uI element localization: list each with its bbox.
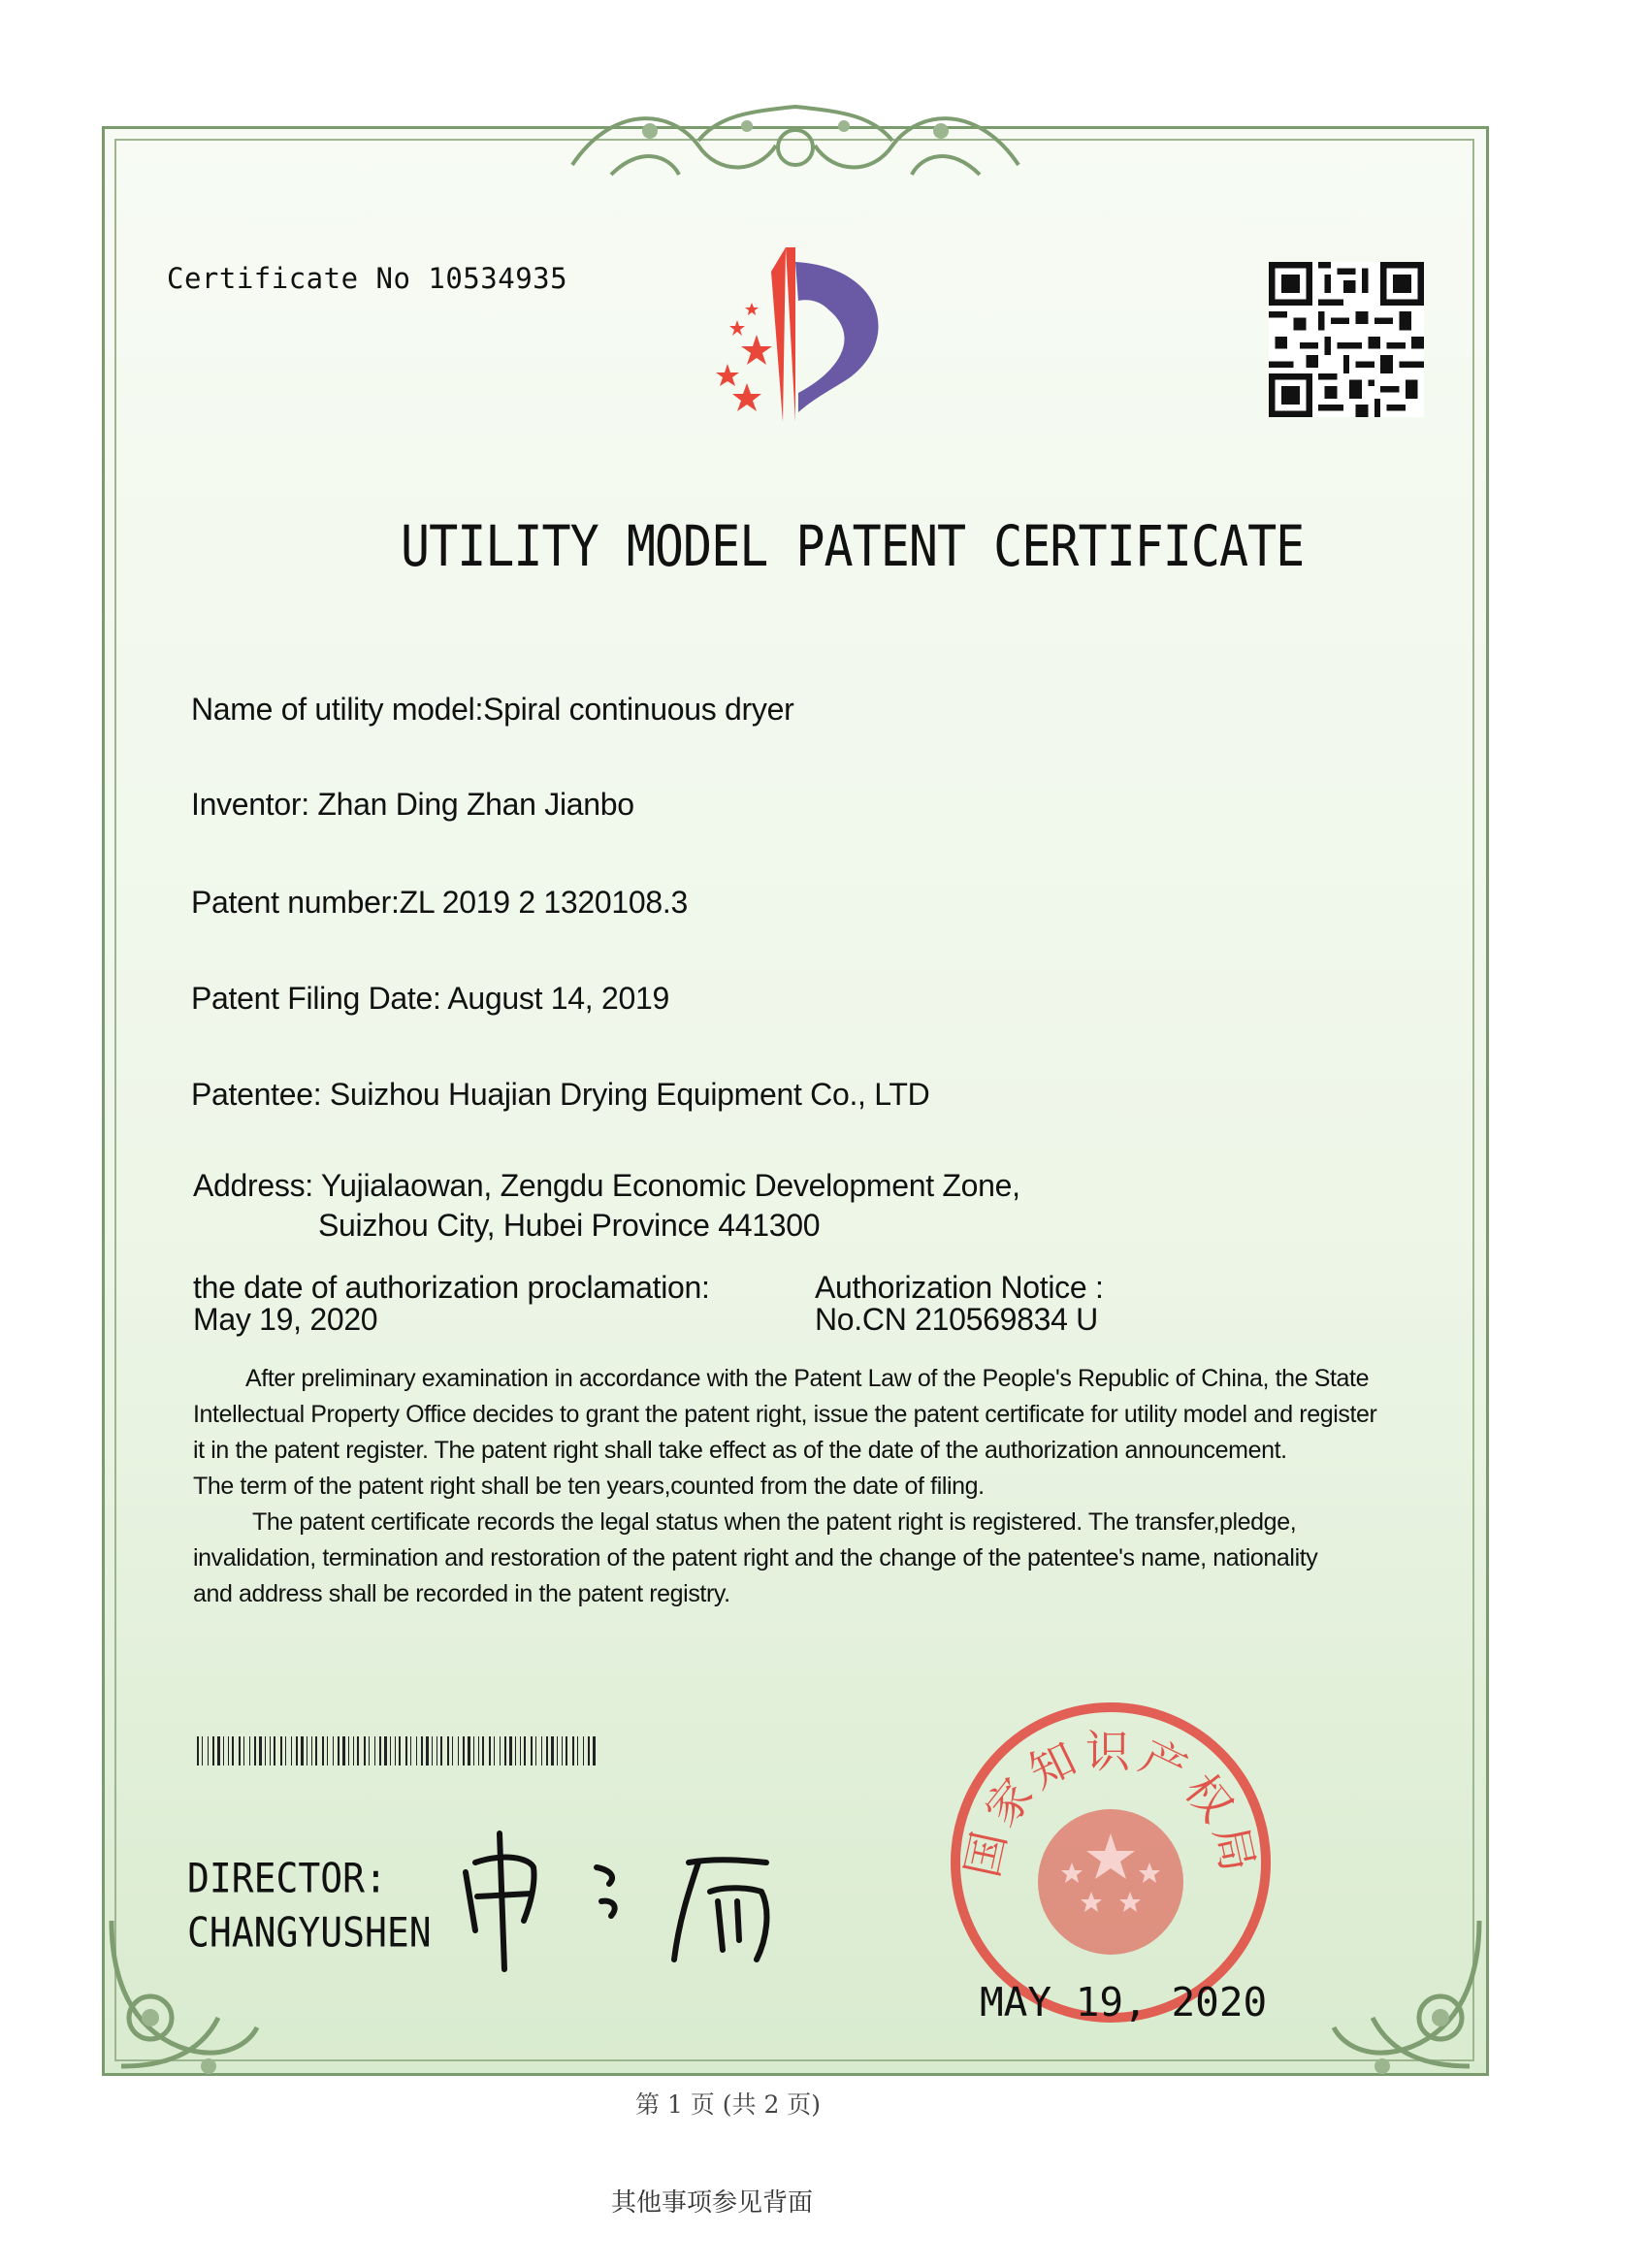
seal-date: MAY 19, 2020 (980, 1979, 1268, 2025)
patent-number: Patent number:ZL 2019 2 1320108.3 (191, 885, 688, 920)
body-line-2: Intellectual Property Office decides to grant the patent right, issue the patent certificate for utility model and register (193, 1401, 1377, 1428)
page-indicator: 第 1 页 (共 2 页) (635, 2090, 822, 2119)
body-line-3: it in the patent register. The patent right shall take effect as of the date of the authorization announcement. (193, 1437, 1287, 1464)
body-line-4: The term of the patent right shall be ten years,counted from the date of filing. (193, 1473, 985, 1500)
director-label: DIRECTOR: (187, 1855, 387, 1902)
address-line-1: Address: Yujialaowan, Zengdu Economic Development Zone, (193, 1168, 1020, 1203)
director-signature-icon (456, 1824, 805, 1979)
proclamation-date: May 19, 2020 (193, 1302, 378, 1337)
top-ornament-icon (553, 87, 1038, 194)
patentee: Patentee: Suizhou Huajian Drying Equipment Co., LTD (191, 1077, 930, 1112)
footer-note: 其他事项参见背面 (611, 2188, 814, 2218)
qr-code-icon (1269, 262, 1424, 417)
authorization-notice-label: Authorization Notice : (815, 1270, 1104, 1305)
certificate-number: Certificate No 10534935 (167, 262, 568, 295)
filing-date: Patent Filing Date: August 14, 2019 (191, 981, 669, 1016)
barcode-icon (197, 1736, 597, 1766)
body-line-6: invalidation, termination and restoration of the patent right and the change of the patentee's name, nationality (193, 1544, 1318, 1571)
utility-model-name: Name of utility model:Spiral continuous dryer (191, 692, 794, 727)
proclamation-label: the date of authorization proclamation: (193, 1270, 710, 1305)
inventor: Inventor: Zhan Ding Zhan Jianbo (191, 787, 634, 822)
official-seal-icon (946, 1698, 1276, 2027)
cnipa-logo-icon (674, 243, 926, 427)
director-name: CHANGYUSHEN (187, 1909, 432, 1957)
seal-text: 国家知识产权局 (955, 1725, 1266, 1882)
authorization-notice-number: No.CN 210569834 U (815, 1302, 1098, 1337)
certificate-title: UTILITY MODEL PATENT CERTIFICATE (401, 514, 1305, 579)
address-line-2: Suizhou City, Hubei Province 441300 (318, 1208, 821, 1243)
body-line-1: After preliminary examination in accordance with the Patent Law of the People's Republic of China, the State (245, 1365, 1370, 1392)
body-line-7: and address shall be recorded in the patent registry. (193, 1580, 730, 1607)
bottom-right-ornament-icon (1305, 1901, 1499, 2095)
body-line-5: The patent certificate records the legal status when the patent right is registered. The transfer,pledge, (252, 1508, 1297, 1536)
